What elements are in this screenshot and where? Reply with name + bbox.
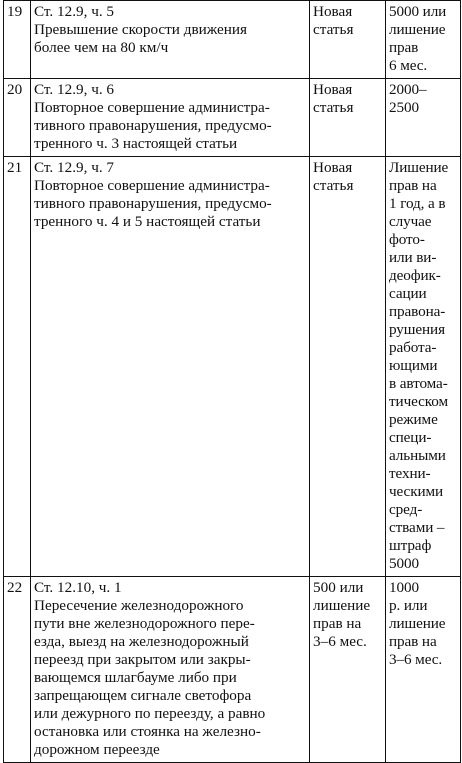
description-line: Повторное совершение администра- [34, 177, 270, 194]
description-cell [31, 79, 310, 157]
new-penalty-line: штраф [389, 537, 432, 554]
old-penalty-line: статья [313, 99, 354, 116]
row-number-cell [4, 577, 31, 763]
table-row [4, 79, 461, 157]
description-line: Превышение скорости движения [34, 21, 248, 38]
new-penalty-line: 5000 [389, 555, 419, 572]
row-number: 20 [7, 81, 23, 98]
old-penalty-line: статья [313, 21, 354, 38]
new-penalty-line: 6 мес. [389, 57, 428, 74]
new-penalty-line: тическом [389, 393, 448, 410]
new-penalty-line: прав на [389, 633, 437, 650]
description-line: дорожном переезде [34, 741, 160, 758]
new-penalty-line: лишение [389, 615, 446, 632]
old-penalty-line: лишение [313, 597, 371, 614]
penalties-table [3, 0, 461, 763]
old-penalty-line: 500 или [313, 579, 364, 596]
new-penalty-line: техни- [389, 465, 431, 482]
description-line: или дежурного по переезду, а равно [34, 705, 266, 722]
new-penalty-line: 3–6 мес. [389, 651, 443, 668]
new-penalty-cell [386, 577, 461, 763]
new-penalty-line: прав [389, 39, 419, 56]
description-line: остановка или стоянка на железно- [34, 723, 261, 740]
new-penalty-line: или ви- [389, 249, 437, 266]
description-line: вающемся шлагбауме либо при [34, 669, 237, 686]
new-penalty-line: правона- [389, 303, 446, 320]
new-penalty-line: 1000 [389, 579, 419, 596]
description-line: тренного ч. 3 настоящей статьи [34, 135, 238, 152]
description-cell [31, 157, 310, 577]
new-penalty-line: работа- [389, 339, 437, 356]
new-penalty-line: Лишение [389, 159, 449, 176]
new-penalty-cell [386, 157, 461, 577]
new-penalty-line: случае [389, 213, 432, 230]
article-ref: Ст. 12.9, ч. 6 [34, 81, 115, 98]
new-penalty-line: р. или [389, 597, 428, 614]
description-line: более чем на 80 км/ч [34, 39, 169, 56]
new-penalty-line: деофик- [389, 267, 441, 284]
description-line: Повторное совершение администра- [34, 99, 270, 116]
old-penalty-cell [310, 577, 386, 763]
new-penalty-line: 5000 или [389, 3, 447, 20]
new-penalty-line: режиме [389, 411, 438, 428]
row-number-cell [4, 1, 31, 79]
new-penalty-cell [386, 1, 461, 79]
row-number: 22 [7, 579, 23, 596]
row-number-cell [4, 79, 31, 157]
row-number-cell [4, 157, 31, 577]
new-penalty-line: фото- [389, 231, 425, 248]
article-ref: Ст. 12.9, ч. 7 [34, 159, 115, 176]
new-penalty-line: альными [389, 447, 446, 464]
table-row [4, 1, 461, 79]
new-penalty-line: 1 год, а в [389, 195, 446, 212]
penalties-table-body [4, 1, 461, 763]
old-penalty-line: статья [313, 177, 354, 194]
old-penalty-line: 3–6 мес. [313, 633, 367, 650]
new-penalty-line: специ- [389, 429, 432, 446]
article-ref: Ст. 12.10, ч. 1 [34, 579, 122, 596]
old-penalty-line: Новая [313, 3, 353, 20]
table-row [4, 577, 461, 763]
description-line: пути вне железнодорожного пере- [34, 615, 255, 632]
old-penalty-cell [310, 1, 386, 79]
description-line: запрещающем сигнале светофора [34, 687, 252, 704]
article-ref: Ст. 12.9, ч. 5 [34, 3, 115, 20]
new-penalty-cell [386, 79, 461, 157]
description-line: тивного правонарушения, предусмо- [34, 117, 272, 134]
new-penalty-line: 2000– [389, 81, 427, 98]
description-cell [31, 1, 310, 79]
old-penalty-cell [310, 79, 386, 157]
old-penalty-cell [310, 157, 386, 577]
old-penalty-line: Новая [313, 159, 353, 176]
new-penalty-line: в автома- [389, 375, 448, 392]
new-penalty-line: 2500 [389, 99, 419, 116]
description-cell [31, 577, 310, 763]
description-line: езда, выезд на железнодорожный [34, 633, 249, 650]
new-penalty-line: сред- [389, 501, 423, 518]
row-number: 19 [7, 3, 23, 20]
old-penalty-line: прав на [313, 615, 362, 632]
new-penalty-line: рушения [389, 321, 445, 338]
description-line: Пересечение железнодорожного [34, 597, 244, 614]
new-penalty-line: сации [389, 285, 427, 302]
row-number: 21 [7, 159, 23, 176]
new-penalty-line: прав на [389, 177, 437, 194]
new-penalty-line: ющими [389, 357, 438, 374]
old-penalty-line: Новая [313, 81, 353, 98]
description-line: тренного ч. 4 и 5 настоящей статьи [34, 213, 261, 230]
new-penalty-line: лишение [389, 21, 446, 38]
description-line: тивного правонарушения, предусмо- [34, 195, 272, 212]
description-line: переезд при закрытом или закры- [34, 651, 251, 668]
new-penalty-line: ствами – [389, 519, 445, 536]
new-penalty-line: ческими [389, 483, 444, 500]
table-row [4, 157, 461, 577]
